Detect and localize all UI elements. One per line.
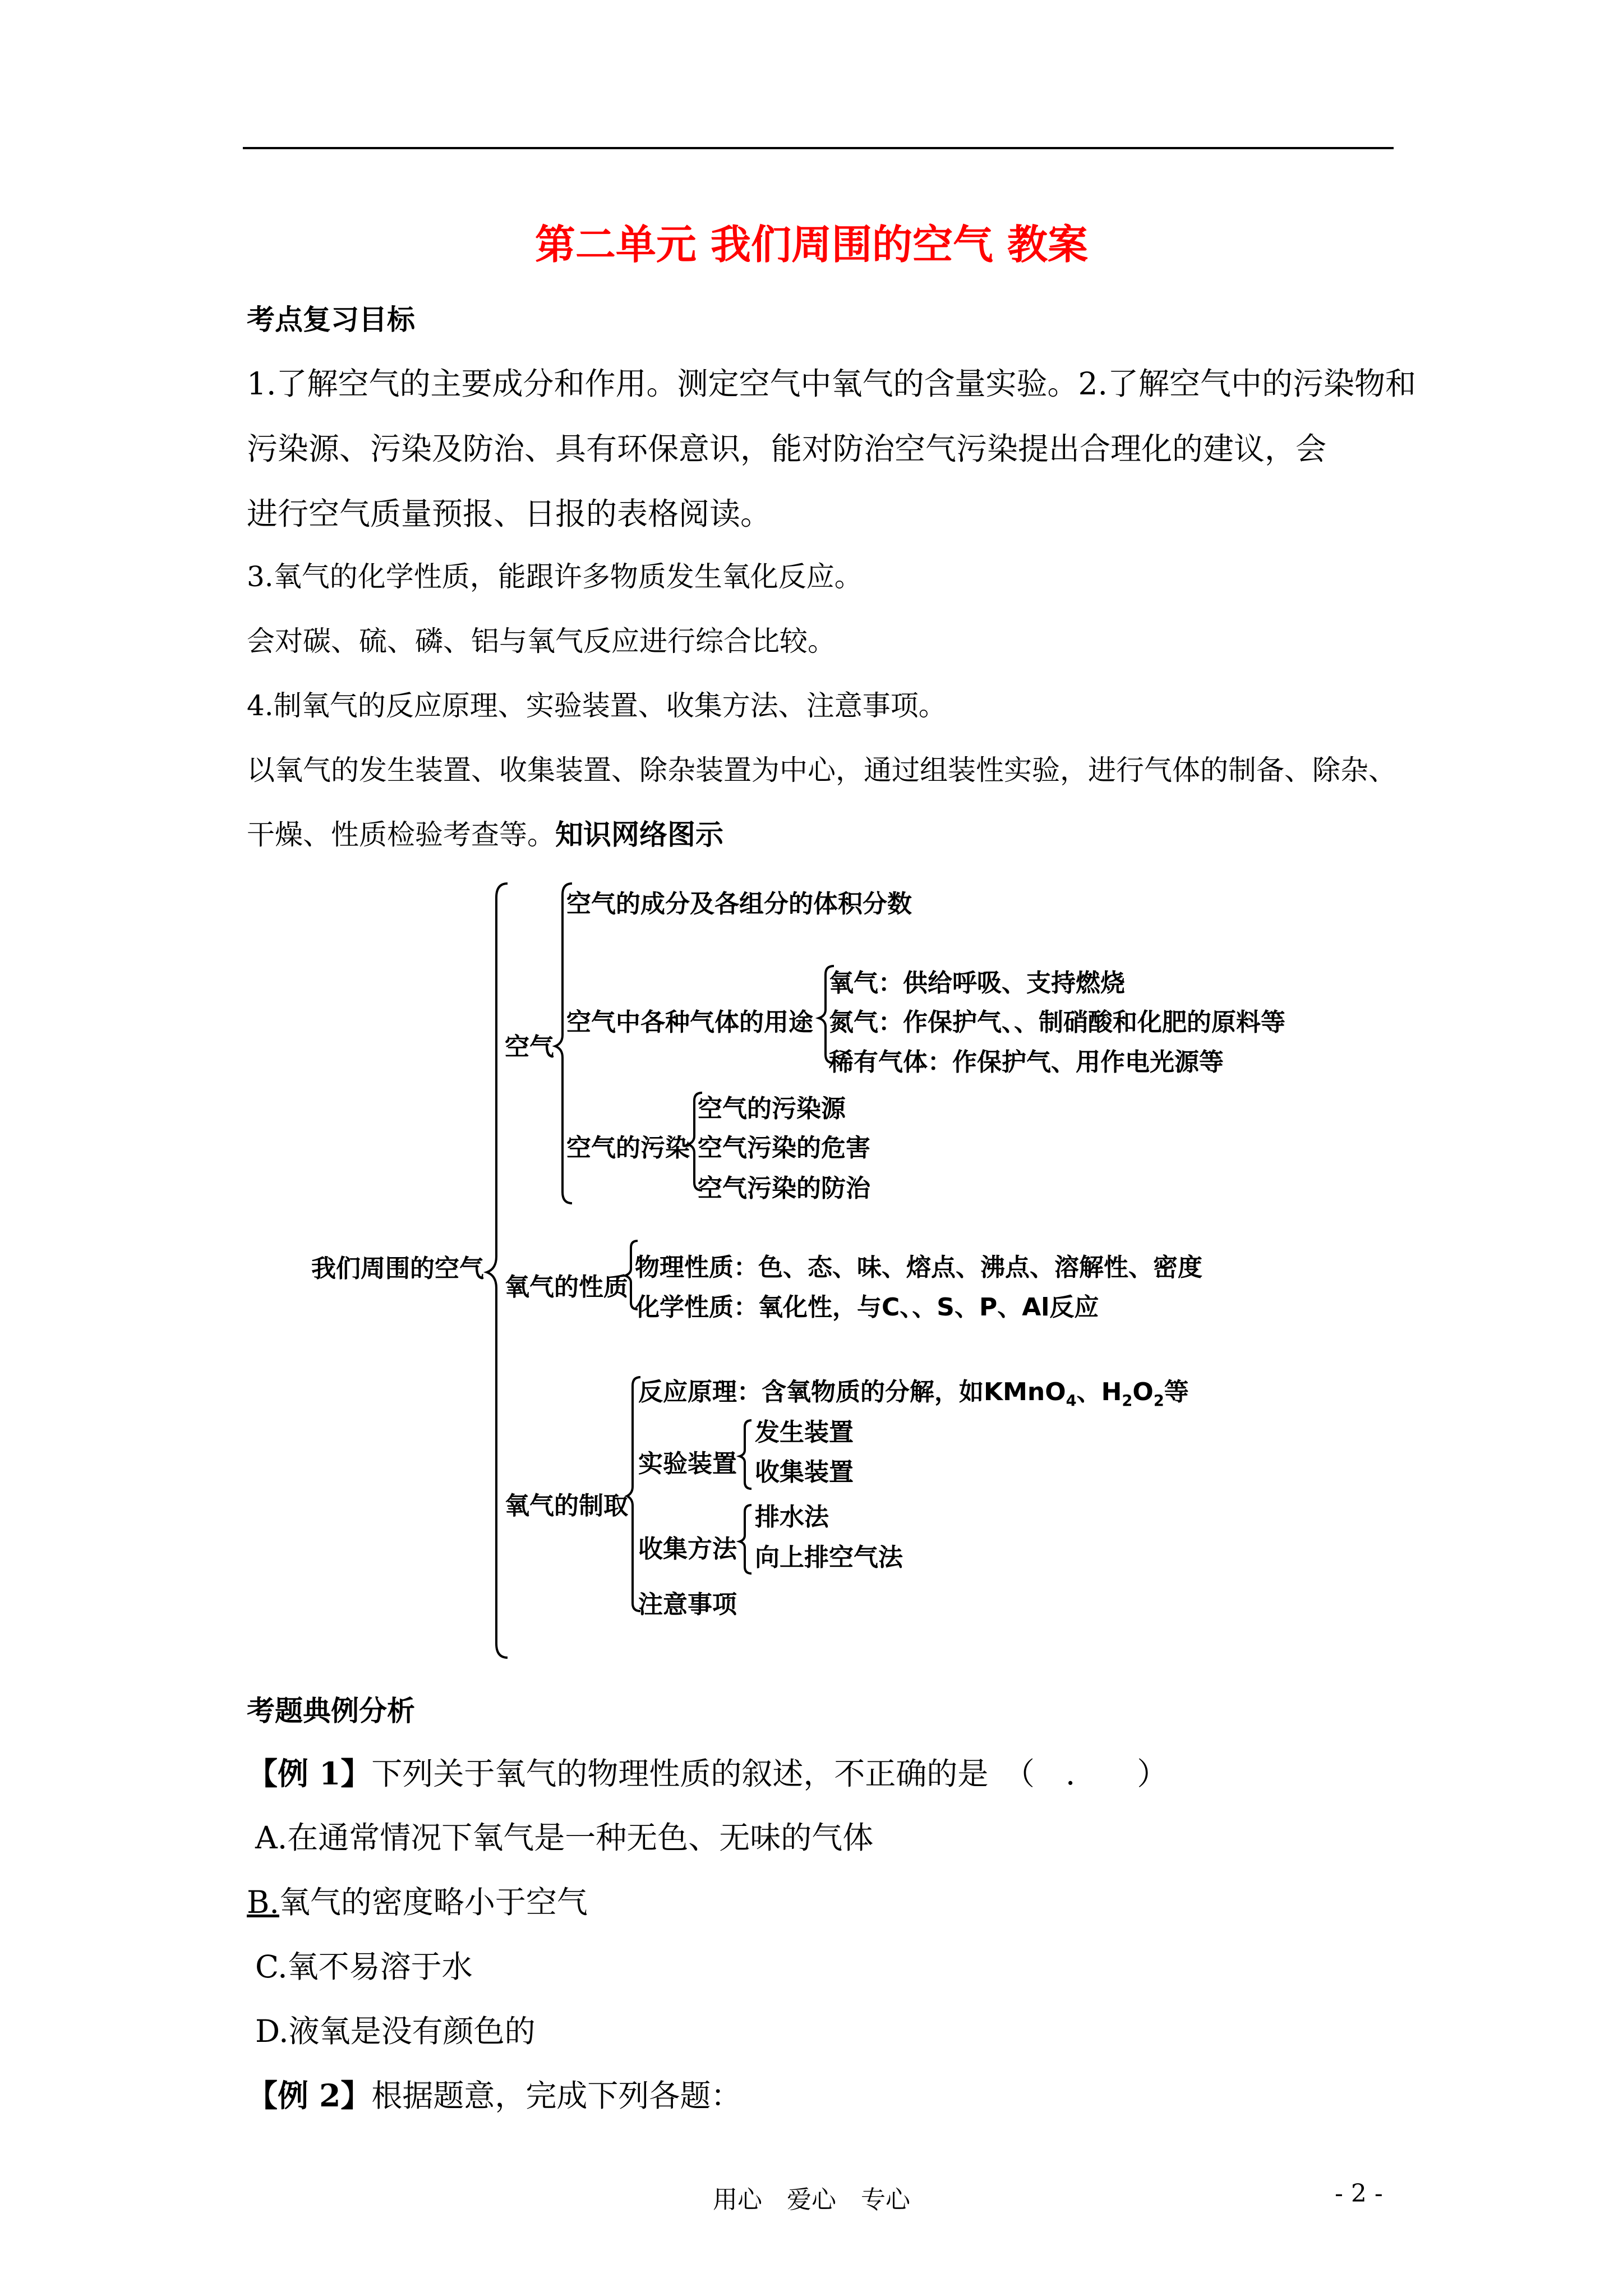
- tree-node-composition: 空气的成分及各组分的体积分数: [566, 890, 912, 918]
- principle-sub-2: 2: [1122, 1392, 1133, 1410]
- principle-sub-1: 4: [1066, 1392, 1077, 1410]
- principle-suffix: 等: [1164, 1378, 1189, 1406]
- goal-line-2: 污染源、污染及防治、具有环保意识，能对防治空气污染提出合理化的建议，会: [247, 431, 1327, 467]
- tree-leaf-noble-gas-use: 稀有气体：作保护气、用作电光源等: [829, 1048, 1224, 1076]
- example-1-question: 下列关于氧气的物理性质的叙述，不正确的是 （ . ）: [371, 1756, 1168, 1792]
- tree-node-uses: 空气中各种气体的用途: [566, 1008, 813, 1037]
- goal-line-6: 4.制氧气的反应原理、实验装置、收集方法、注意事项。: [247, 689, 947, 722]
- tree-leaf-principle: [638, 1372, 1189, 1410]
- tree-leaf-upward-air-displacement: 向上排空气法: [755, 1543, 903, 1572]
- example-2-tag: 【例 2】: [247, 2077, 372, 2114]
- section-heading-examples: 考题典例分析: [247, 1695, 415, 1727]
- goal-line-1: 1.了解空气的主要成分和作用。测定空气中氧气的含量实验。2.了解空气中的污染物和: [247, 366, 1416, 402]
- option-c: C.氧不易溶于水: [255, 1949, 473, 1985]
- goal-line-7: 以氧气的发生装置、收集装置、除杂装置为中心，通过组装性实验，进行气体的制备、除杂、: [247, 754, 1396, 786]
- tree-leaf-collection-apparatus: 收集装置: [755, 1458, 854, 1487]
- tree-leaf-generation-apparatus: 发生装置: [755, 1418, 854, 1447]
- tree-leaf-physical: 物理性质：色、态、味、熔点、沸点、溶解性、密度: [635, 1253, 1202, 1282]
- goal-line-8-text: 干燥、性质检验考查等。: [247, 818, 555, 851]
- tree-root: 我们周围的空气: [311, 1254, 484, 1283]
- footer-page-number: - 2 -: [1335, 2179, 1383, 2208]
- tree-leaf-pollution-harm: 空气污染的危害: [698, 1134, 870, 1162]
- goal-line-3: 进行空气质量预报、日报的表格阅读。: [247, 496, 772, 532]
- tree-leaf-oxygen-use: 氧气：供给呼吸、支持燃烧: [829, 969, 1125, 997]
- principle-sub-3: 2: [1153, 1392, 1164, 1410]
- tree-node-pollution: 空气的污染: [566, 1134, 690, 1162]
- tree-node-preparation: 氧气的制取: [505, 1492, 628, 1520]
- principle-mid-2: O: [1132, 1378, 1154, 1406]
- tree-leaf-water-displacement: 排水法: [755, 1503, 829, 1531]
- example-2-question: 根据题意，完成下列各题：: [371, 2078, 742, 2114]
- footer-center: 用心 爱心 专心: [713, 2185, 910, 2214]
- tree-node-properties: 氧气的性质: [505, 1273, 628, 1301]
- goal-line-5: 会对碳、硫、磷、铝与氧气反应进行综合比较。: [247, 625, 836, 657]
- tree-node-collect-method: 收集方法: [638, 1535, 737, 1563]
- section-heading-review-goals: 考点复习目标: [247, 303, 415, 336]
- tree-node-apparatus: 实验装置: [638, 1450, 737, 1478]
- example-1: [247, 1749, 1168, 1793]
- option-b: [247, 1878, 588, 1922]
- goal-line-4: 3.氧气的化学性质，能跟许多物质发生氧化反应。: [247, 560, 863, 593]
- tree-node-air: 空气: [505, 1033, 554, 1061]
- option-a: A.在通常情况下氧气是一种无色、无味的气体: [255, 1820, 874, 1856]
- example-1-tag: 【例 1】: [247, 1755, 372, 1792]
- principle-mid: 、H: [1076, 1378, 1122, 1406]
- option-d: D.液氧是没有颜色的: [255, 2013, 536, 2049]
- option-b-letter: B.: [247, 1884, 279, 1920]
- tree-leaf-nitrogen-use: 氮气：作保护气、、制硝酸和化肥的原料等: [829, 1008, 1285, 1037]
- tree-leaf-pollution-source: 空气的污染源: [698, 1094, 846, 1123]
- page-title: 第二单元 我们周围的空气 教案: [534, 220, 1089, 268]
- example-2: [247, 2071, 741, 2115]
- principle-prefix: 反应原理：含氧物质的分解，如KMnO: [638, 1378, 1066, 1406]
- option-b-text: 氧气的密度略小于空气: [279, 1884, 588, 1920]
- tree-leaf-chemical: 化学性质：氧化性，与C、、S、P、Al反应: [635, 1293, 1099, 1322]
- tree-leaf-pollution-control: 空气污染的防治: [698, 1174, 870, 1203]
- network-heading: 知识网络图示: [555, 818, 723, 851]
- tree-leaf-notes: 注意事项: [638, 1590, 737, 1619]
